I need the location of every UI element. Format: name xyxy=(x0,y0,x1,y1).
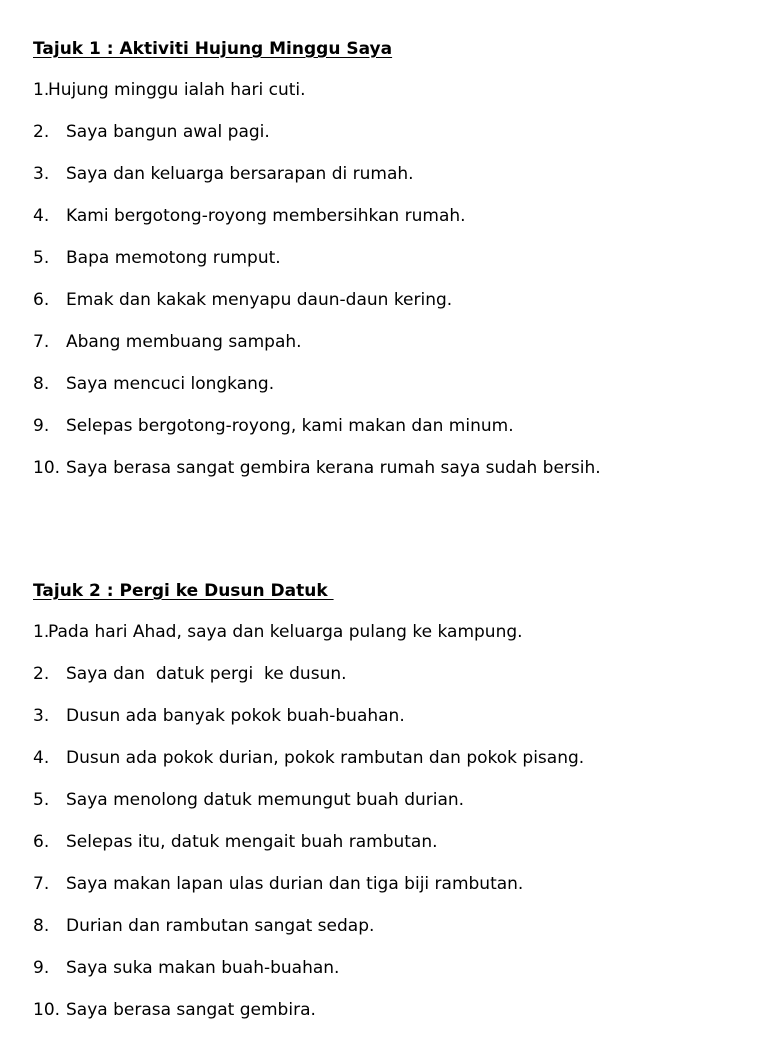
item-text: Durian dan rambutan sangat sedap. xyxy=(66,916,375,936)
item-text: Selepas itu, datuk mengait buah rambutan. xyxy=(66,832,438,852)
list-item xyxy=(33,247,733,289)
section-title-text: Tajuk 1 : Aktiviti Hujung Minggu Saya xyxy=(33,39,393,59)
item-text: Saya mencuci longkang. xyxy=(66,374,275,394)
item-number: 4. xyxy=(33,748,50,768)
section-tajuk-2 xyxy=(33,579,733,1041)
list-item xyxy=(33,205,733,247)
list-item xyxy=(33,331,733,373)
item-number: 1. xyxy=(33,622,50,642)
item-number: 5. xyxy=(33,248,50,268)
item-text: Abang membuang sampah. xyxy=(66,332,302,352)
item-text: Kami bergotong-royong membersihkan rumah. xyxy=(66,206,466,226)
item-text: Dusun ada pokok durian, pokok rambutan dan pokok pisang. xyxy=(66,748,585,768)
item-number: 7. xyxy=(33,874,50,894)
sentence-list xyxy=(33,621,733,1041)
item-text: Saya makan lapan ulas durian dan tiga biji rambutan. xyxy=(66,874,524,894)
item-number: 3. xyxy=(33,164,50,184)
list-item xyxy=(33,663,733,705)
item-text: Saya dan keluarga bersarapan di rumah. xyxy=(66,164,414,184)
item-text: Saya berasa sangat gembira kerana rumah saya sudah bersih. xyxy=(66,458,601,478)
list-item xyxy=(33,373,733,415)
list-item xyxy=(33,957,733,999)
item-text: Saya menolong datuk memungut buah durian. xyxy=(66,790,465,810)
item-text: Saya berasa sangat gembira. xyxy=(66,1000,316,1020)
list-item xyxy=(33,789,733,831)
item-text: Dusun ada banyak pokok buah-buahan. xyxy=(66,706,405,726)
item-number: 9. xyxy=(33,958,50,978)
list-item xyxy=(33,163,733,205)
list-item xyxy=(33,705,733,747)
list-item xyxy=(33,831,733,873)
list-item xyxy=(33,999,733,1041)
item-text: Hujung minggu ialah hari cuti. xyxy=(48,80,306,100)
item-text: Emak dan kakak menyapu daun-daun kering. xyxy=(66,290,453,310)
item-number: 10. xyxy=(33,1000,61,1020)
list-item xyxy=(33,873,733,915)
item-text: Pada hari Ahad, saya dan keluarga pulang ke kampung. xyxy=(48,622,523,642)
sentence-list xyxy=(33,79,733,499)
section-title xyxy=(33,37,733,61)
item-number: 6. xyxy=(33,290,50,310)
item-text: Saya bangun awal pagi. xyxy=(66,122,270,142)
item-number: 4. xyxy=(33,206,50,226)
item-text: Bapa memotong rumput. xyxy=(66,248,281,268)
section-title xyxy=(33,579,733,603)
list-item xyxy=(33,621,733,663)
list-item xyxy=(33,79,733,121)
item-number: 1. xyxy=(33,80,50,100)
list-item xyxy=(33,457,733,499)
item-text: Saya suka makan buah-buahan. xyxy=(66,958,340,978)
item-text: Saya dan datuk pergi ke dusun. xyxy=(66,664,347,684)
section-tajuk-1 xyxy=(33,37,733,499)
list-item xyxy=(33,915,733,957)
list-item xyxy=(33,289,733,331)
item-text: Selepas bergotong-royong, kami makan dan minum. xyxy=(66,416,514,436)
item-number: 2. xyxy=(33,664,50,684)
list-item xyxy=(33,121,733,163)
item-number: 5. xyxy=(33,790,50,810)
section-title-text: Tajuk 2 : Pergi ke Dusun Datuk xyxy=(33,581,334,601)
item-number: 7. xyxy=(33,332,50,352)
item-number: 3. xyxy=(33,706,50,726)
item-number: 8. xyxy=(33,916,50,936)
item-number: 6. xyxy=(33,832,50,852)
list-item xyxy=(33,415,733,457)
item-number: 8. xyxy=(33,374,50,394)
item-number: 9. xyxy=(33,416,50,436)
item-number: 2. xyxy=(33,122,50,142)
item-number: 10. xyxy=(33,458,61,478)
list-item xyxy=(33,747,733,789)
